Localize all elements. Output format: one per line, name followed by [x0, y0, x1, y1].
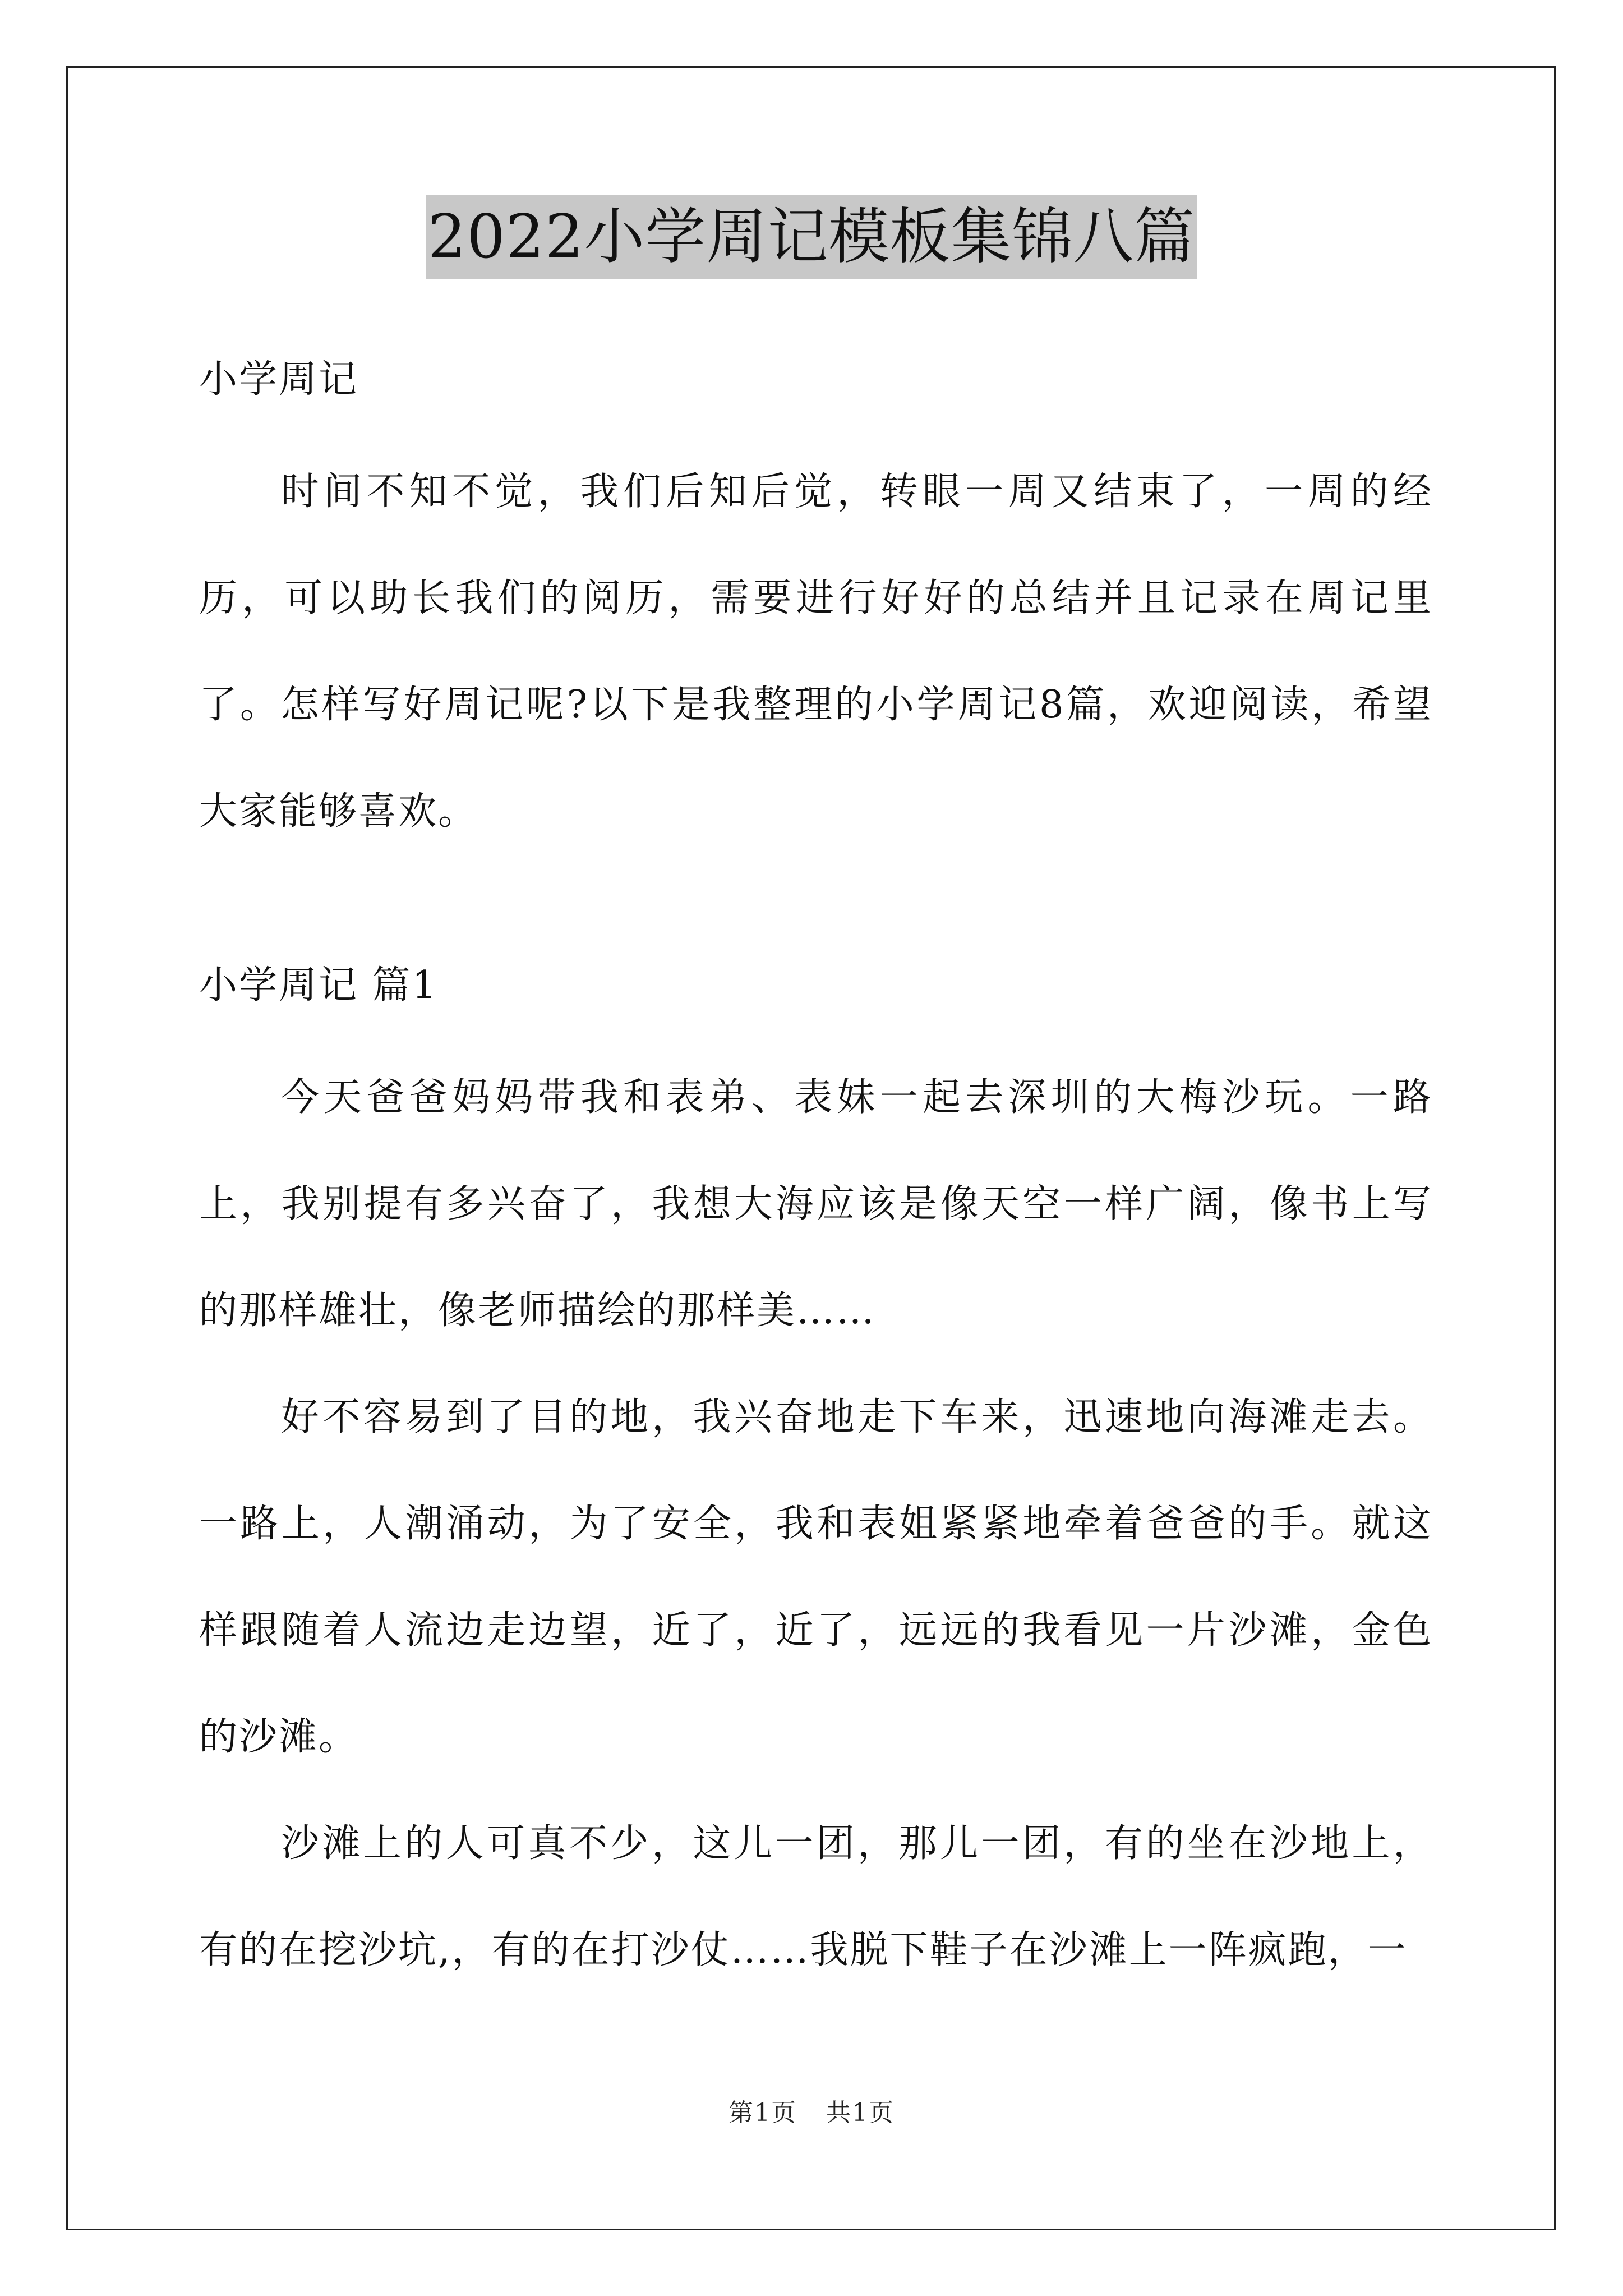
intro-paragraph: 时间不知不觉，我们后知后觉，转眼一周又结束了，一周的经历，可以助长我们的阅历，需要进行好好的总结并且记录在周记里了。怎样写好周记呢?以下是我整理的小学周记8篇，欢迎阅读，希望大家能够喜欢。	[199, 470, 1433, 834]
section-paragraph: 好不容易到了目的地，我兴奋地走下车来，迅速地向海滩走去。一路上，人潮涌动，为了安全，我和表姐紧紧地牵着爸爸的手。就这样跟随着人流边走边望，近了，近了，远远的我看见一片沙滩，金色的沙滩。	[199, 1395, 1433, 1759]
page-number-total: 共1页	[826, 2099, 895, 2127]
title-container	[0, 195, 1623, 279]
document-body	[199, 343, 1433, 2004]
page-footer	[0, 2092, 1623, 2128]
intro-heading: 小学周记	[199, 357, 359, 402]
page-number-current: 第1页	[728, 2099, 797, 2127]
section-paragraph: 沙滩上的人可真不少，这儿一团，那儿一团，有的坐在沙地上，有的在挖沙坑,，有的在打沙仗……我脱下鞋子在沙滩上一阵疯跑，一	[199, 1821, 1433, 1972]
section-heading: 小学周记 篇1	[199, 963, 438, 1007]
document-title: 2022小学周记模板集锦八篇	[426, 195, 1198, 279]
section-paragraph: 今天爸爸妈妈带我和表弟、表妹一起去深圳的大梅沙玩。一路上，我别提有多兴奋了，我想大海应该是像天空一样广阔，像书上写的那样雄壮，像老师描绘的那样美……	[199, 1075, 1433, 1333]
